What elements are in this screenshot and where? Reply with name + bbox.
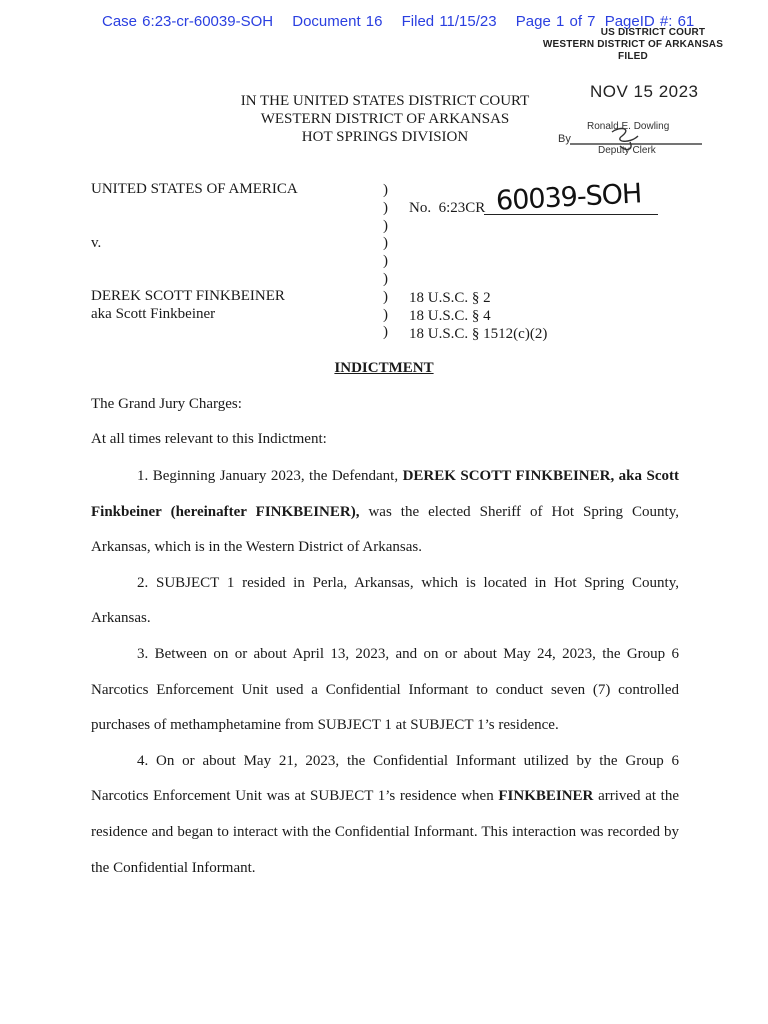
defendant-aka: aka Scott Finkbeiner bbox=[91, 306, 216, 322]
by-label: By bbox=[558, 133, 571, 145]
indictment-body bbox=[91, 459, 679, 886]
citation: 18 U.S.C. § 4 bbox=[409, 308, 491, 324]
citation: 18 U.S.C. § 2 bbox=[409, 290, 491, 306]
clerk-name: Ronald E. Dowling bbox=[587, 121, 670, 132]
defendant-name: DEREK SCOTT FINKBEINER bbox=[91, 288, 285, 304]
stamp-filed: FILED bbox=[618, 51, 648, 62]
stamp-court: US DISTRICT COURT bbox=[600, 27, 706, 38]
statute-citations bbox=[409, 289, 547, 343]
case-number-label: No. 6:23CR bbox=[409, 200, 486, 216]
filed-stamp bbox=[538, 27, 728, 63]
deputy-clerk-label: Deputy Clerk bbox=[598, 145, 656, 156]
document-number: Document 16 bbox=[292, 13, 383, 30]
page-number: Page 1 of 7 bbox=[515, 13, 596, 30]
paragraph-2: 2. SUBJECT 1 resided in Perla, Arkansas, which is located in Hot Spring County, Arkansas. bbox=[91, 574, 679, 627]
stamp-date: NOV 15 2023 bbox=[590, 82, 699, 101]
caption-parentheses: ) ) ) ) ) ) ) ) ) bbox=[383, 182, 388, 341]
stamp-district: WESTERN DISTRICT OF ARKANSAS bbox=[542, 39, 724, 50]
case-number-handwritten: 60039-SOH bbox=[495, 178, 643, 217]
page-id: PageID #: 61 bbox=[604, 13, 695, 30]
filed-date: Filed 11/15/23 bbox=[401, 13, 497, 30]
plaintiff: UNITED STATES OF AMERICA bbox=[91, 181, 298, 197]
grand-jury-charges: The Grand Jury Charges: bbox=[91, 396, 242, 412]
clerk-signature bbox=[560, 122, 710, 162]
court-line-2: WESTERN DISTRICT OF ARKANSAS bbox=[260, 111, 510, 127]
court-line-3: HOT SPRINGS DIVISION bbox=[301, 129, 469, 145]
relevant-times: At all times relevant to this Indictment: bbox=[91, 431, 327, 447]
paragraph-3: 3. Between on or about April 13, 2023, and on or about May 24, 2023, the Group 6 Narcotics Enforcement Unit used a Confidential Informant to conduct seven (7) controlled purchases of methamphetamine from SUBJECT 1 at SUBJECT 1’s residence. bbox=[91, 645, 679, 734]
paragraph-1: 1. Beginning January 2023, the Defendant, DEREK SCOTT FINKBEINER, aka Scott Finkbeiner (hereinafter FINKBEINER), was the elected Sheriff of Hot Spring County, Arkansas, which is in the Western District of Arkansas. bbox=[91, 468, 680, 556]
paragraph-4: 4. On or about May 21, 2023, the Confidential Informant utilized by the Group 6 Narcotics Enforcement Unit was at SUBJECT 1’s residence when FINKBEINER arrived at the residence and began to interact with the Confidential Informant. This interaction was recorded by the Confidential Informant. bbox=[91, 752, 679, 876]
document-title: INDICTMENT bbox=[334, 360, 434, 376]
versus: v. bbox=[91, 235, 102, 251]
court-line-1: IN THE UNITED STATES DISTRICT COURT bbox=[240, 93, 530, 109]
case-number: Case 6:23-cr-60039-SOH bbox=[102, 13, 274, 30]
court-heading bbox=[215, 92, 555, 146]
citation: 18 U.S.C. § 1512(c)(2) bbox=[409, 326, 548, 342]
